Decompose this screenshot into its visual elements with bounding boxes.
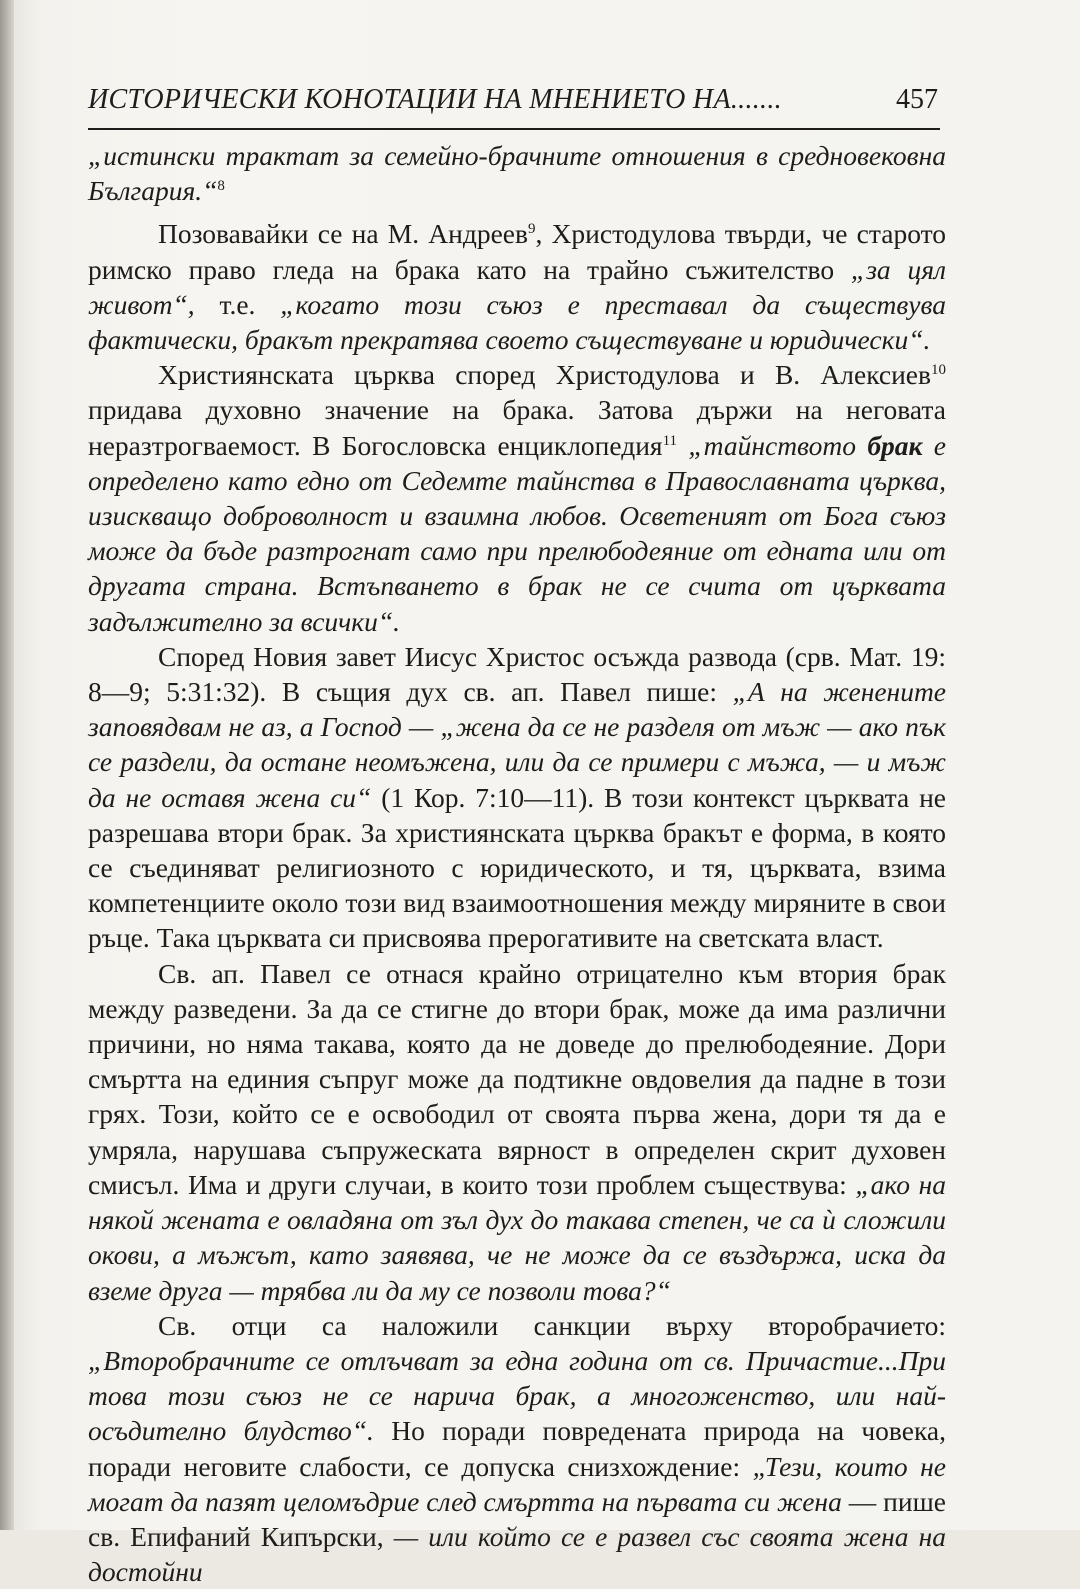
- text-run: — пише св. Епифаний Кипърски,: [88, 1485, 946, 1552]
- text-run: Християнската църква според Христодулова и В. Алексиев: [158, 359, 931, 391]
- text-run: придава духовно значение на брака. Затова държи на неговата неразтрогваемост. В Богословска енциклопедия: [88, 394, 946, 461]
- text-run: (1 Кор. 7:10—11). В този контекст църквата не разрешава втори брак. За християнската църква бракът е форма, в която се съединяват религиозното с юридическото, и тя, църквата, взима компетенциите около този вид взаимоотношения между миряните в свои ръце. Така църквата си присвоява прерогативите на светската власт.: [88, 781, 946, 954]
- italic-quote: „Второбрачните се отлъчват за една година от св. Причастие...При това този съюз не се нарича брак, а многоженство, или най-осъдително блудство“.: [88, 1344, 946, 1447]
- italic-quote: — или който се е развел със своята жена на достойни: [88, 1520, 946, 1588]
- paragraph-apostle-paul: [88, 956, 946, 1308]
- footnote-ref: 11: [662, 432, 678, 449]
- bold-italic-term: брак: [867, 429, 923, 461]
- header-rule: [88, 128, 940, 130]
- page-number: 457: [896, 84, 938, 115]
- italic-quote: „А на женените заповядвам не аз, а Господ — „жена да се не разделя от мъж — ако пък се раздели, да остане неомъжена, или да се примери с мъжа, — и мъж да не оставя жена си“: [88, 676, 947, 813]
- paragraph-sanctions: [88, 1308, 946, 1589]
- paragraph-church-view: [88, 357, 946, 639]
- page-header: [88, 84, 940, 132]
- paragraph-quote-continuation: [88, 138, 946, 208]
- paragraph-new-testament: [88, 639, 946, 956]
- text-run: , Христодулова твърди, че старото римско право гледа на брака като на трайно съжителство: [88, 218, 946, 285]
- paragraph-roman-law: [88, 216, 946, 357]
- footnote-ref: 10: [931, 362, 946, 379]
- italic-quote: „тайнството: [677, 429, 868, 461]
- italic-quote: „истински трактат за семейно-брачните отношения в средновековна България.“: [88, 140, 946, 207]
- text-run: Позовавайки се на М. Андреев: [158, 218, 528, 250]
- text-run: Св. ап. Павел се отнася крайно отрицателно към втория брак между разведени. За да се стигне до втори брак, може да има различни причини, но няма такава, която да не доведе до прелюбодеяние. Дори смъртта на единия съпруг може да подтикне овдовелия да падне в този грях. Този, който се е освободил от своята първа жена, дори тя да е умряла, нарушава съпружеската вярност в определен скрит духовен смисъл. Има и други случаи, в които този проблем съществува:: [88, 957, 946, 1200]
- footnote-ref: 9: [528, 221, 536, 238]
- italic-quote: „ако на някой жената е овладяна от зъл дух до такава степен, че са ѝ сложили окови, а мъжът, като заявява, че не може да се въздържа, иска да вземе друга — трябва ли да му се позволи това?“: [88, 1168, 946, 1306]
- italic-quote: „когато този съюз е преставал да съществува фактически, бракът прекратява своето съществуване и юридически“.: [88, 288, 947, 356]
- body-text: [88, 138, 946, 1589]
- running-title: ИСТОРИЧЕСКИ КОНОТАЦИИ НА МНЕНИЕТО НА.......: [88, 84, 782, 115]
- text-run: Според Новия завет Иисус Христос осъжда развода (срв. Мат. 19: 8—9; 5:31:32). В същия дух св. ап. Павел пише:: [88, 640, 946, 708]
- book-spine-shadow: [0, 0, 14, 1530]
- italic-quote: е определено като едно от Седемте тайнства в Православната църква, изискващо доброволност и взаимна любов. Осветеният от Бога съюз може да бъде разтрогнат само при прелюбодеяние от едната или от другата страна. Встъпването в брак не се счита от църквата задължително за всички“.: [88, 429, 947, 637]
- italic-quote: „за цял живот“,: [88, 253, 946, 320]
- footnote-ref: 8: [217, 178, 225, 195]
- text-run: т.е.: [194, 288, 281, 320]
- text-run: Но поради повредената природа на човека, поради неговите слабости, се допуска снизхождение:: [88, 1415, 946, 1482]
- italic-quote: „Тези, които не могат да пазят целомъдрие след смъртта на първата си жена: [88, 1450, 946, 1517]
- text-run: Св. отци са наложили санкции върху второбрачието:: [158, 1309, 946, 1341]
